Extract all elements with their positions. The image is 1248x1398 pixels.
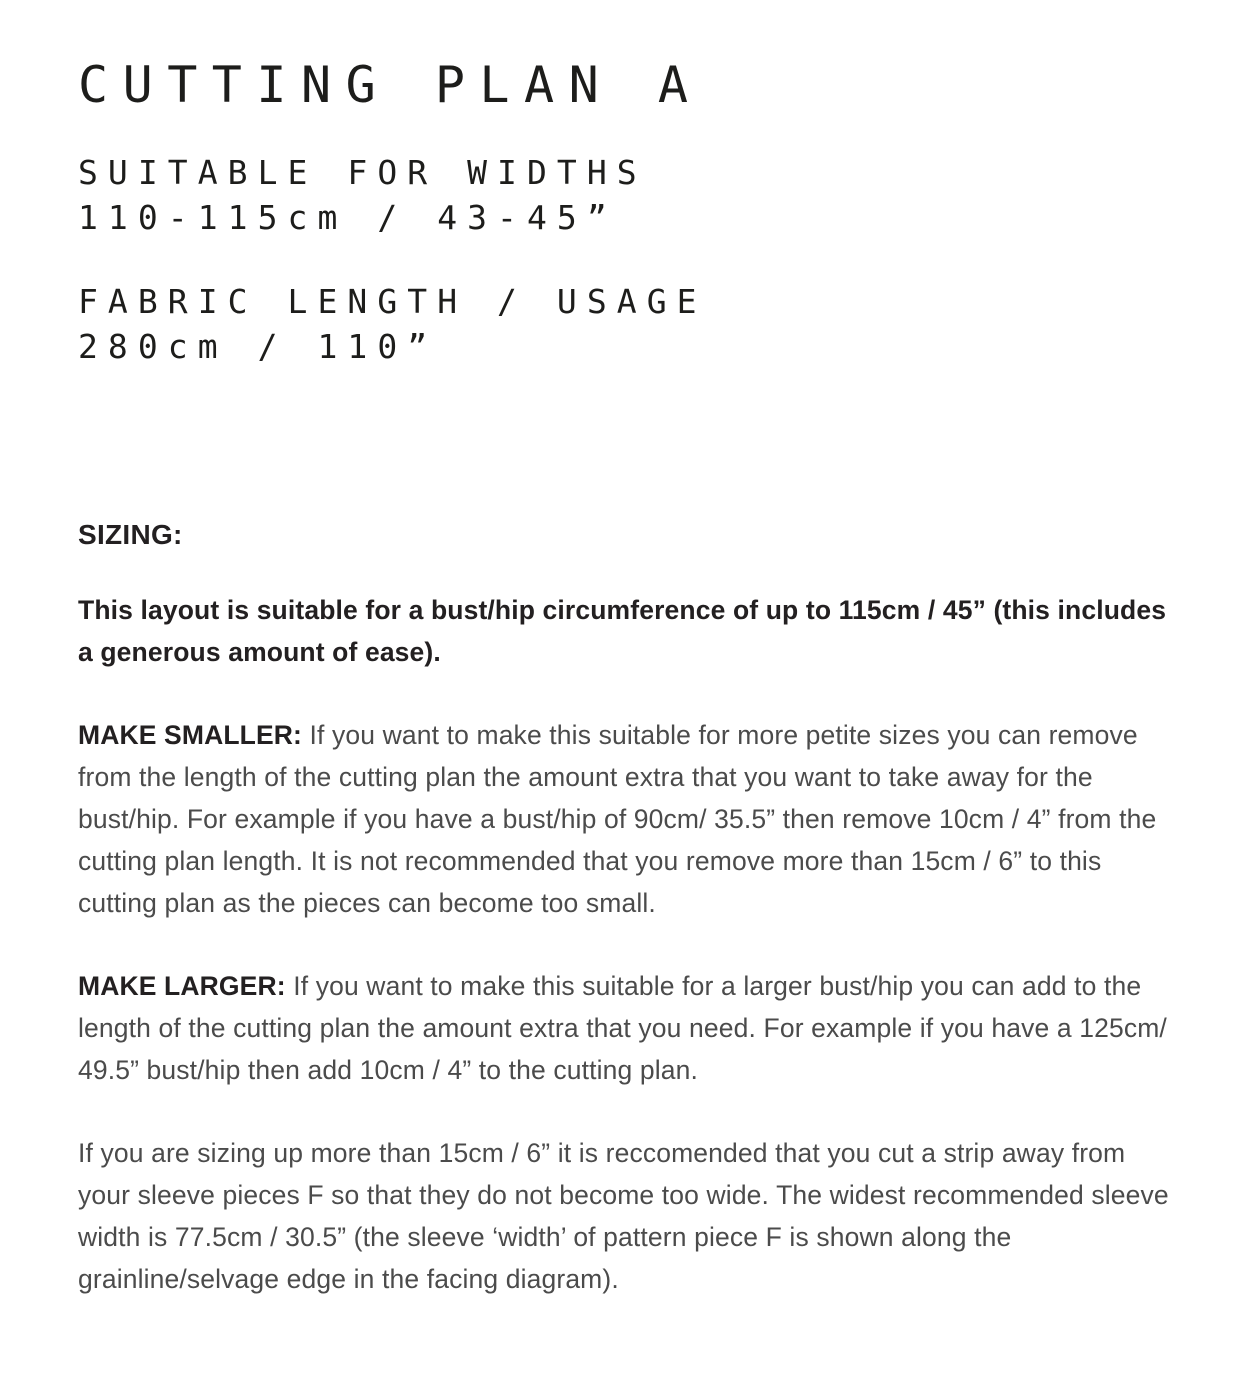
sizing-section [78, 519, 1184, 1300]
fabric-length-value: 280cm / 110” [78, 327, 438, 366]
page-title: CUTTING PLAN A [78, 56, 703, 114]
make-larger-paragraph [78, 965, 1184, 1091]
suitable-widths-value: 110-115cm / 43-45” [78, 198, 617, 237]
sizing-intro-paragraph: This layout is suitable for a bust/hip circumference of up to 115cm / 45” (this includes a generous amount of ease). [78, 595, 1167, 667]
make-larger-label: MAKE LARGER: [78, 971, 286, 1001]
sizing-up-paragraph: If you are sizing up more than 15cm / 6” it is reccomended that you cut a strip away from your sleeve pieces F so that they do not become too wide. The widest recommended sleeve width is 77.5cm / 30.5” (the sleeve ‘width’ of pattern piece F is shown along the grainline/selvage edge in the facing diagram). [78, 1138, 1169, 1294]
fabric-length-label: FABRIC LENGTH / USAGE [78, 282, 707, 321]
make-larger-text: If you want to make this suitable for a larger bust/hip you can add to the length of the cutting plan the amount extra that you need. For example if you have a 125cm/ 49.5” bust/hip then add 10cm / 4” to the cutting plan. [78, 971, 1167, 1085]
fabric-length-subheading [78, 279, 1183, 369]
suitable-widths-label: SUITABLE FOR WIDTHS [78, 153, 647, 192]
sizing-heading: SIZING: [78, 519, 183, 550]
suitable-widths-subheading [78, 150, 1183, 240]
make-smaller-text: If you want to make this suitable for more petite sizes you can remove from the length of the cutting plan the amount extra that you want to take away for the bust/hip. For example if you have a bust/hip of 90cm/ 35.5” then remove 10cm / 4” from the cutting plan length. It is not recommended that you remove more than 15cm / 6” to this cutting plan as the pieces can become too small. [78, 720, 1157, 918]
make-smaller-paragraph [78, 714, 1184, 924]
make-smaller-label: MAKE SMALLER: [78, 720, 303, 750]
